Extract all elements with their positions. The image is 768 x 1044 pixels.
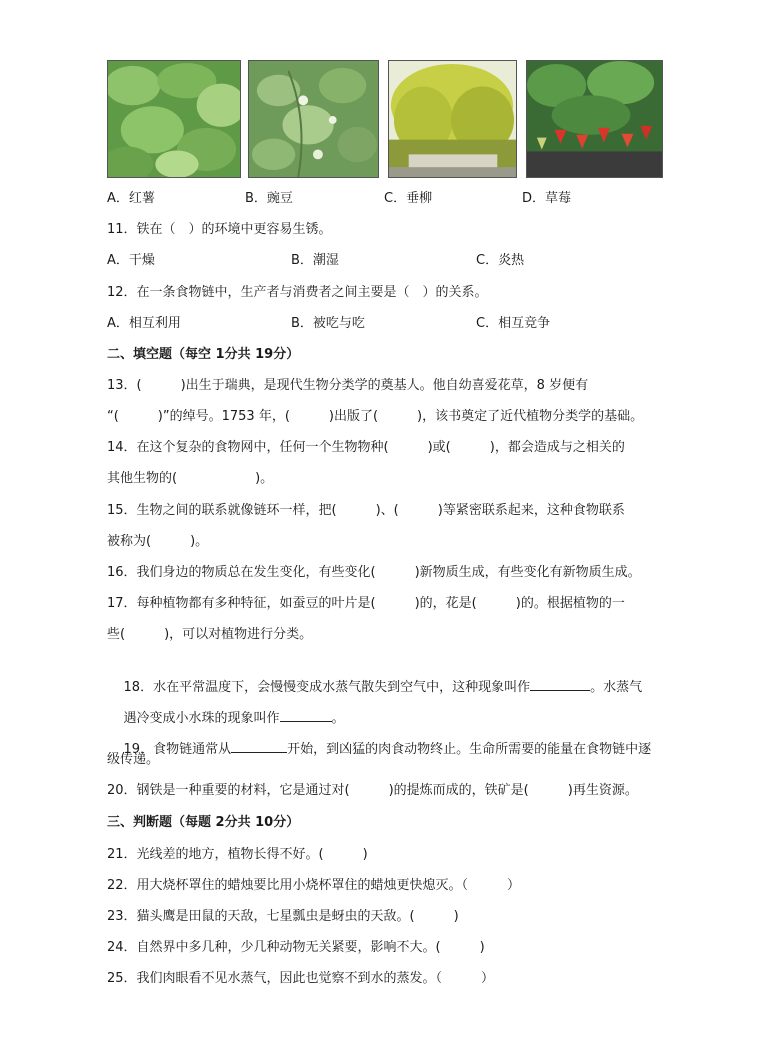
- q24-text: 24．自然界中多几种，少几种动物无关紧要，影响不大。( ): [107, 940, 485, 955]
- pea-image: [248, 60, 379, 178]
- q19-line1: [107, 719, 651, 780]
- q14-line2: 其他生物的( )。: [107, 471, 274, 486]
- willow-image: [388, 60, 517, 178]
- q10-option-c[interactable]: C．垂柳: [384, 191, 433, 206]
- q12-text: 12．在一条食物链中，生产者与消费者之间主要是（ ）的关系。: [107, 285, 488, 300]
- q19-text-part1: 19．食物链通常从: [123, 742, 232, 757]
- q21-text: 21．光线差的地方，植物长得不好。( ): [107, 847, 368, 862]
- q10-option-d[interactable]: D．草莓: [522, 191, 572, 206]
- q18-answer-blank-1[interactable]: [530, 677, 590, 691]
- q13-line1: 13．( )出生于瑞典，是现代生物分类学的奠基人。他自幼喜爱花草，8 岁便有: [107, 378, 589, 393]
- q17-line1: 17．每种植物都有多种特征，如蚕豆的叶片是( )的，花是( )的。根据植物的一: [107, 596, 625, 611]
- section-judgement-title: 三、判断题（每题 2分共 10分）: [107, 815, 300, 830]
- q18-text-part2: 。水蒸气: [590, 680, 643, 695]
- q11-option-c[interactable]: C．炎热: [476, 253, 525, 268]
- q14-line1: 14．在这个复杂的食物网中，任何一个生物物种( )或( )，都会造成与之相关的: [107, 440, 625, 455]
- q10-option-a[interactable]: A．红薯: [107, 191, 155, 206]
- strawberry-image: [526, 60, 663, 178]
- q16-line1: 16．我们身边的物质总在发生变化，有些变化( )新物质生成，有些变化有新物质生成。: [107, 565, 641, 580]
- q11-text: 11．铁在（ ）的环境中更容易生锈。: [107, 222, 332, 237]
- q23-text: 23．猫头鹰是田鼠的天敌，七星瓢虫是蚜虫的天敌。( ): [107, 909, 459, 924]
- q10-option-b[interactable]: B．豌豆: [245, 191, 293, 206]
- section-fill-in-title: 二、填空题（每空 1分共 19分）: [107, 347, 300, 362]
- q19-line2: 级传递。: [107, 752, 160, 767]
- q19-text-part2: 开始，到凶猛的肉食动物终止。生命所需要的能量在食物链中逐: [287, 742, 652, 757]
- q20-line1: 20．钢铁是一种重要的材料，它是通过对( )的提炼而成的，铁矿是( )再生资源。: [107, 783, 638, 798]
- q13-line2: “( )”的绰号。1753 年，( )出版了( )，该书奠定了近代植物分类学的基础。: [107, 409, 644, 424]
- q18-text-line2b: 。: [331, 711, 345, 726]
- q15-line1: 15．生物之间的联系就像链环一样，把( )、( )等紧密联系起来，这种食物联系: [107, 503, 625, 518]
- q19-answer-blank[interactable]: [231, 739, 287, 753]
- q11-option-a[interactable]: A．干燥: [107, 253, 155, 268]
- q18-text-part1: 18．水在平常温度下，会慢慢变成水蒸气散失到空气中，这种现象叫作: [123, 680, 531, 695]
- sweet-potato-image: [107, 60, 241, 178]
- q12-option-b[interactable]: B．被吃与吃: [291, 316, 365, 331]
- q15-line2: 被称为( )。: [107, 534, 209, 549]
- q18-text-line2a: 遇冷变成小水珠的现象叫作: [123, 711, 280, 726]
- q11-option-b[interactable]: B．潮湿: [291, 253, 339, 268]
- q22-text: 22．用大烧杯罩住的蜡烛要比用小烧杯罩住的蜡烛更快熄灭。（ ）: [107, 878, 521, 893]
- plant-image-row: [107, 60, 663, 178]
- q17-line2: 些( )，可以对植物进行分类。: [107, 627, 313, 642]
- q25-text: 25．我们肉眼看不见水蒸气，因此也觉察不到水的蒸发。（ ）: [107, 971, 495, 986]
- q12-option-c[interactable]: C．相互竞争: [476, 316, 551, 331]
- q12-option-a[interactable]: A．相互利用: [107, 316, 181, 331]
